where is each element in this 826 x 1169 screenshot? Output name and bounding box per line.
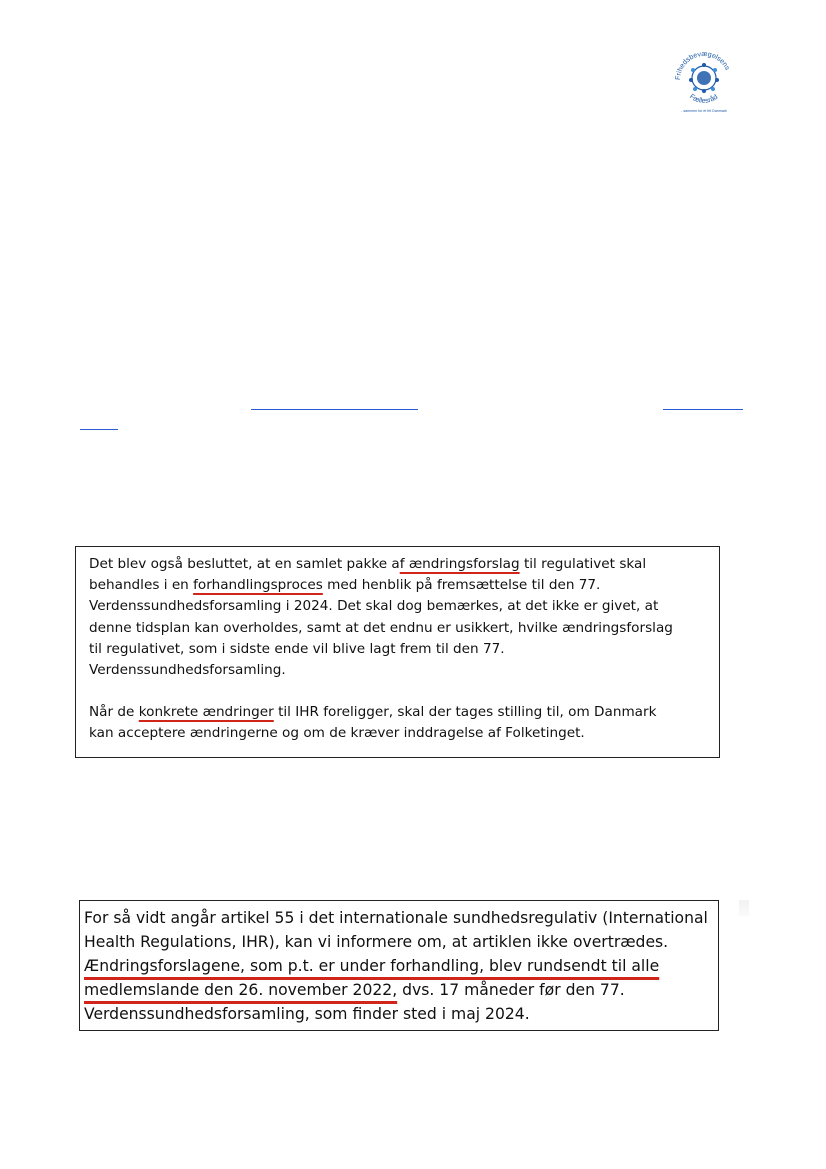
quote-box-article-55: [79, 900, 719, 1031]
text-line: Verdenssundhedsforsamling.: [89, 662, 286, 679]
highlight-aendringsforslagene: Ændringsforslagene, som p.t. er under forhandling, blev rundsendt til alle: [84, 957, 660, 975]
text-line: Det blev også besluttet, at en samlet pakke af ændringsforslag til regulativet skal: [89, 556, 647, 572]
text-line: Verdenssundhedsforsamling, som finder sted i maj 2024.: [84, 1005, 530, 1023]
text-line: Når de konkrete ændringer til IHR foreligger, skal der tages stilling til, om Danmark: [89, 704, 657, 721]
highlight-medlemslande-date: medlemslande den 26. november 2022,: [84, 981, 398, 999]
organization-logo: [664, 46, 744, 116]
text-line: [84, 954, 718, 978]
hyperlink-underline[interactable]: [251, 409, 418, 410]
text-line: kan acceptere ændringerne og om de kræver inddragelse af Folketinget.: [89, 725, 585, 742]
text-line: behandles i en forhandlingsproces med henblik på fremsættelse til den 77.: [89, 577, 601, 594]
scan-artifact: [739, 900, 749, 916]
text-line: Verdenssundhedsforsamling i 2024. Det skal dog bemærkes, at det ikke er givet, at: [89, 598, 659, 615]
hyperlink-underline[interactable]: [80, 429, 118, 430]
logo-arc-text-top: Frihedsbevægelsens: [674, 50, 731, 81]
text-line: For så vidt angår artikel 55 i det internationale sundhedsregulativ (International: [84, 909, 708, 927]
highlight-konkrete-aendringer: konkrete ændringer: [138, 704, 274, 721]
hyperlink-underline[interactable]: [663, 409, 743, 410]
highlight-aendringsforslag: f ændringsforslag: [399, 556, 520, 572]
logo-tagline: - sammen for et frit Danmark: [681, 109, 727, 113]
logo-emblem-icon: [689, 63, 719, 93]
text-line: til regulativet, som i sidste ende vil blive lagt frem til den 77.: [89, 640, 505, 657]
text-line: medlemslande den 26. november 2022, dvs. 17 måneder før den 77.: [84, 981, 625, 999]
text-line: Health Regulations, IHR), kan vi informere om, at artiklen ikke overtrædes.: [84, 933, 669, 951]
text-line: denne tidsplan kan overholdes, samt at det endnu er usikkert, hvilke ændringsforslag: [89, 619, 673, 636]
highlight-forhandlingsproces: forhandlingsproces: [193, 577, 323, 594]
logo-arc-text-bottom: Fællesråd: [688, 93, 720, 105]
quote-box-decision: [75, 546, 720, 758]
